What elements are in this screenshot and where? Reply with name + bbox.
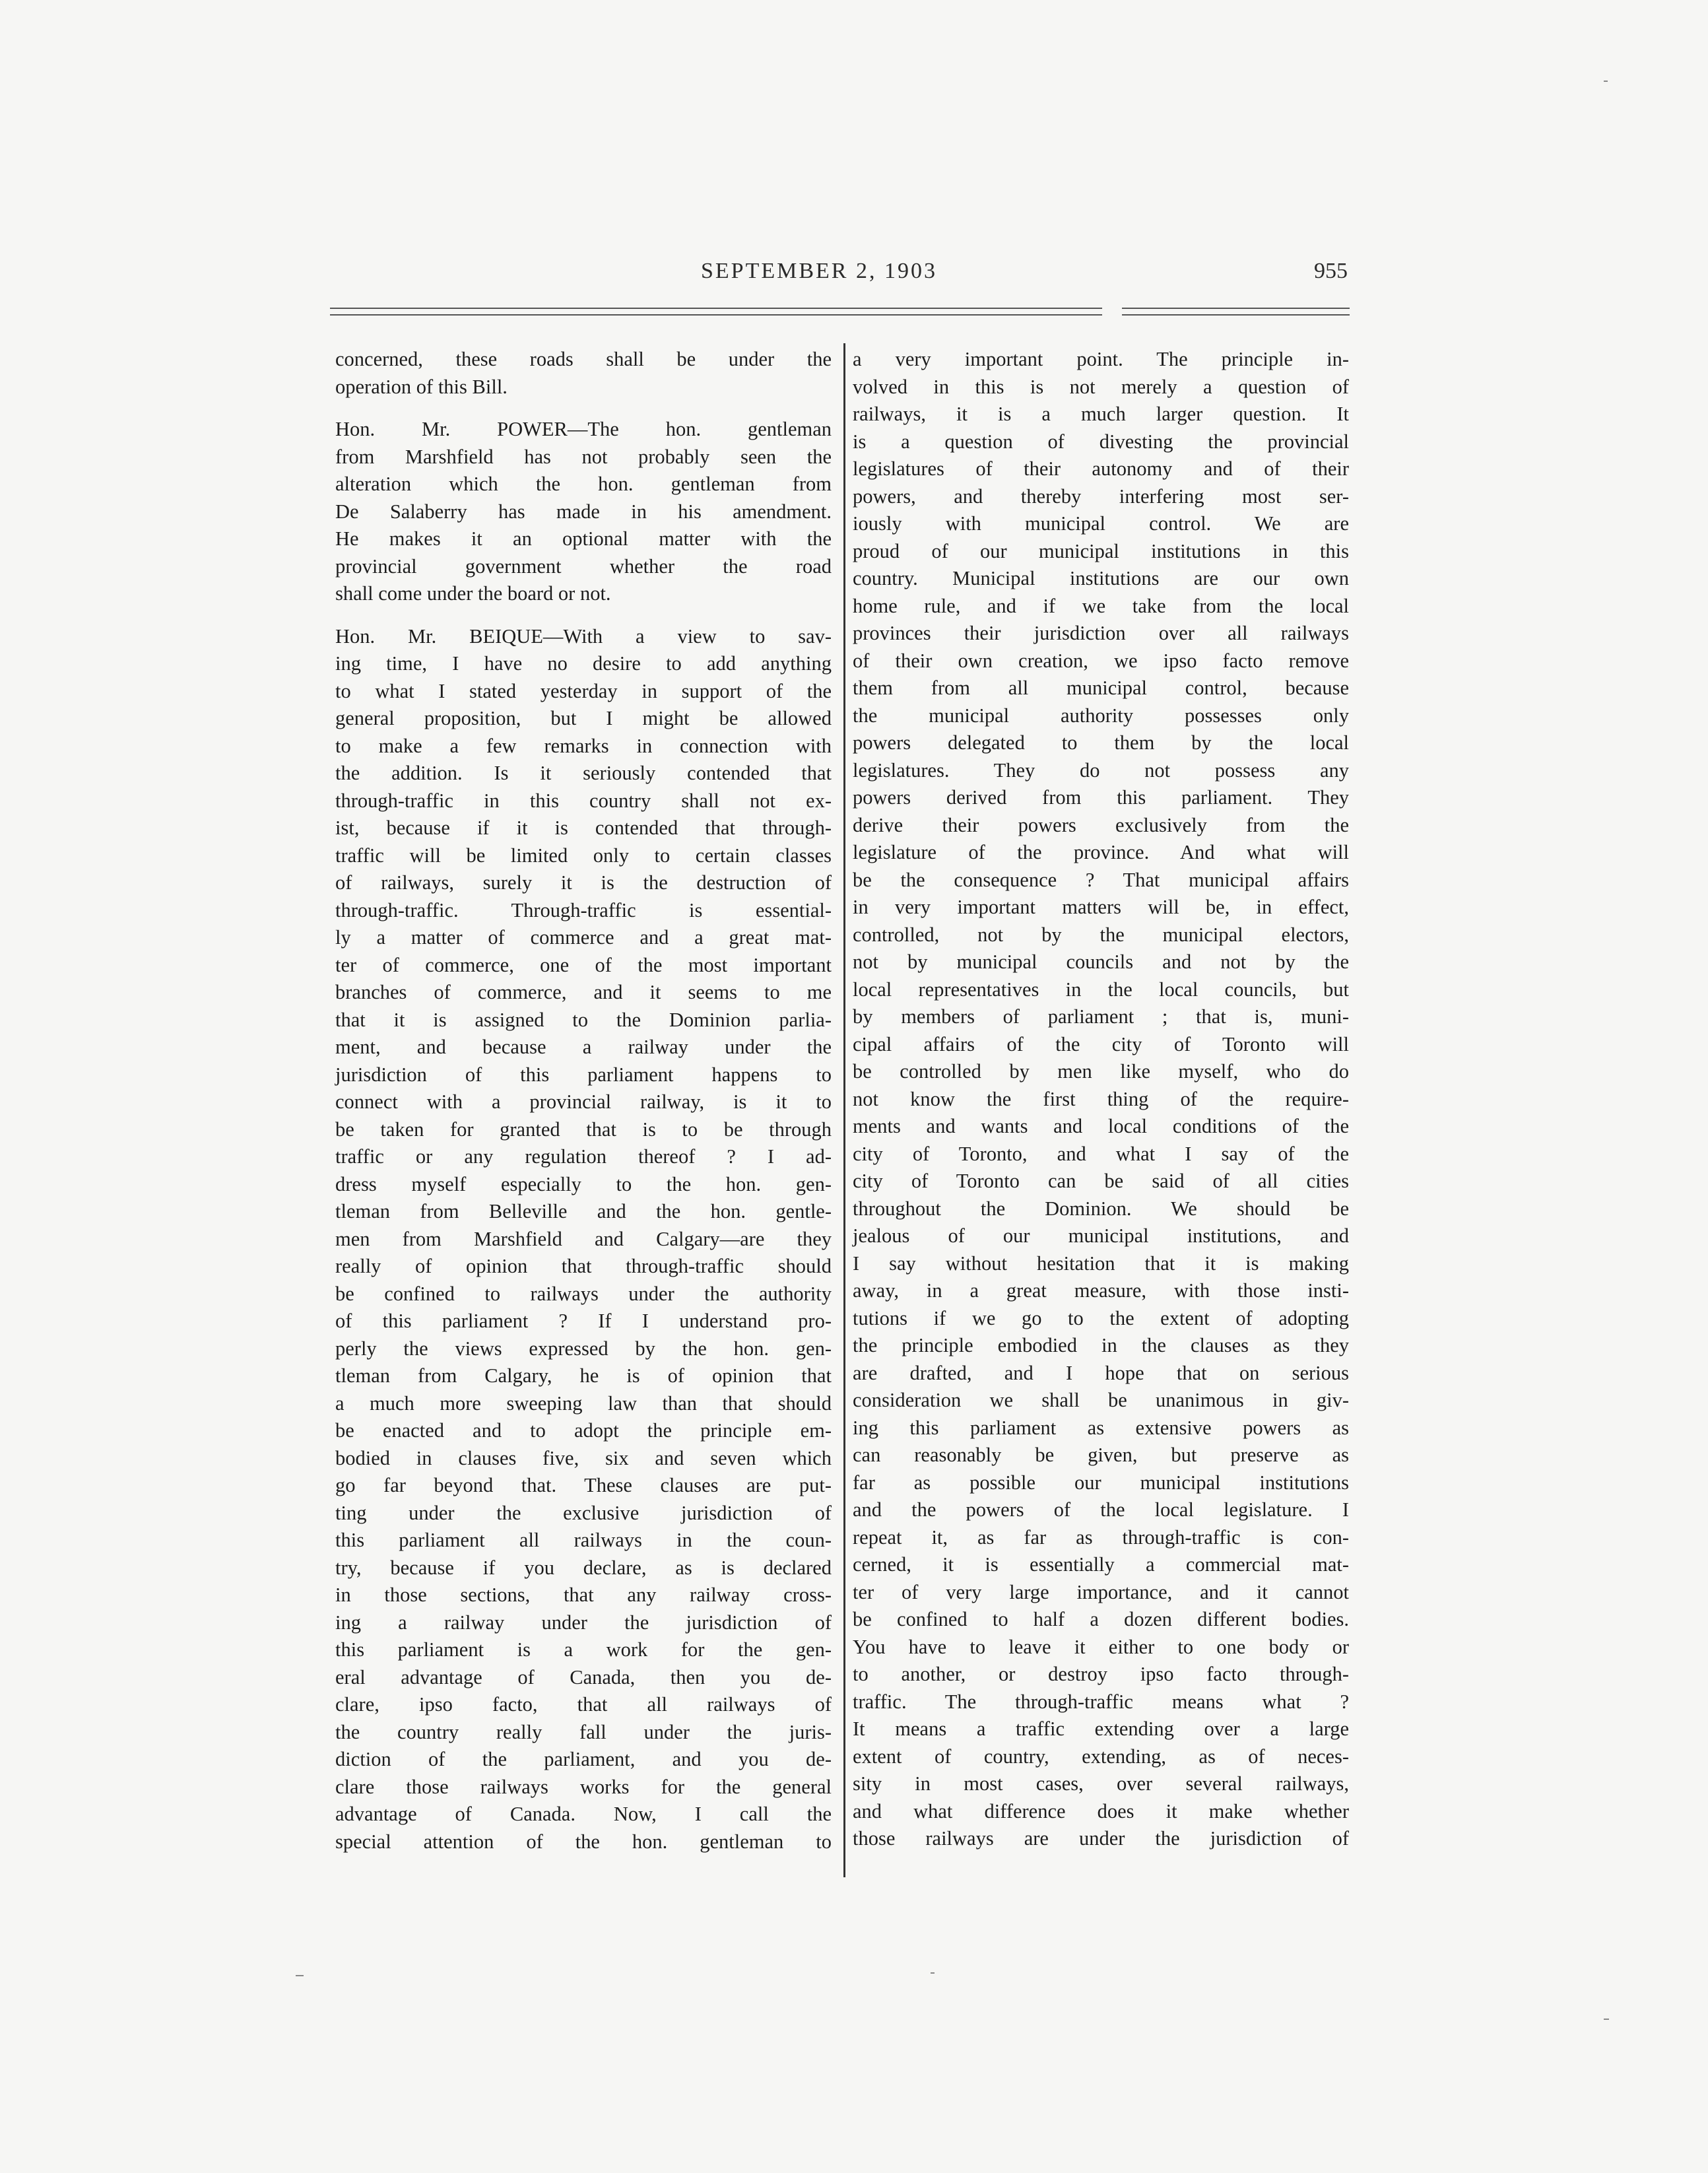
text-line: ter of very large importance, and it cannot (853, 1580, 1349, 1603)
text-line: can reasonably be given, but preserve as (853, 1444, 1349, 1466)
text-line: clare those railways works for the general (335, 1775, 832, 1798)
scan-mark (296, 1975, 304, 1976)
text-line: derive their powers exclusively from the (853, 813, 1349, 836)
text-line: railways, it is a much larger question. It (853, 403, 1349, 425)
text-line: sity in most cases, over several railways, (853, 1772, 1349, 1795)
text-line: and the powers of the local legislature. I (853, 1498, 1349, 1521)
text-line: general proposition, but I might be allowed (335, 707, 832, 729)
text-line: jealous of our municipal institutions, and (853, 1224, 1349, 1247)
text-line: special attention of the hon. gentleman to (335, 1830, 832, 1853)
text-line: the principle embodied in the clauses as they (853, 1334, 1349, 1356)
text-line: traffic or any regulation thereof ? I ad- (335, 1145, 832, 1168)
text-line: branches of commerce, and it seems to me (335, 981, 832, 1003)
text-line: shall come under the board or not. (335, 582, 611, 605)
text-line: home rule, and if we take from the local (853, 594, 1349, 617)
text-line: be controlled by men like myself, who do (853, 1060, 1349, 1083)
text-line: controlled, not by the municipal electors, (853, 923, 1349, 946)
text-line: ting under the exclusive jurisdiction of (335, 1501, 832, 1524)
text-line: of this parliament ? If I understand pro- (335, 1310, 832, 1332)
text-line: ing time, I have no desire to add anything (335, 652, 832, 675)
scan-mark (1604, 81, 1608, 82)
text-line: through-traffic. Through-traffic is essential- (335, 898, 832, 921)
text-line: bodied in clauses five, six and seven which (335, 1446, 832, 1469)
text-line: repeat it, as far as through-traffic is con- (853, 1525, 1349, 1549)
text-line: from Marshfield has not probably seen the (335, 445, 832, 468)
text-line: He makes it an optional matter with the (335, 527, 832, 550)
right-column (853, 346, 1349, 1853)
text-line: be confined to railways under the authority (335, 1282, 832, 1305)
paragraph-gap (335, 401, 832, 416)
text-line: ing this parliament as extensive powers as (853, 1416, 1349, 1439)
text-line: ing a railway under the jurisdiction of (335, 1611, 832, 1634)
text-line: traffic will be limited only to certain classes (335, 844, 832, 867)
header-rule-left-bottom (330, 314, 1102, 316)
text-line: to what I stated yesterday in support of the (335, 679, 832, 702)
text-line: throughout the Dominion. We should be (853, 1197, 1349, 1220)
text-line: in those sections, that any railway cross- (335, 1584, 832, 1606)
text-line: ter of commerce, one of the most important (335, 953, 832, 976)
text-line: not by municipal councils and not by the (853, 951, 1349, 973)
text-line: and what difference does it make whether (853, 1799, 1349, 1822)
text-line: far as possible our municipal institutions (853, 1471, 1349, 1494)
text-line: operation of this Bill. (335, 375, 508, 398)
text-line: try, because if you declare, as is declared (335, 1556, 832, 1579)
text-line: through-traffic in this country shall not ex- (335, 789, 832, 812)
text-line: this parliament all railways in the coun- (335, 1529, 832, 1551)
header-date: SEPTEMBER 2, 1903 (701, 259, 937, 283)
text-line: go far beyond that. These clauses are put- (335, 1474, 832, 1496)
text-line: extent of country, extending, as of neces- (853, 1745, 1349, 1768)
text-line: be the consequence ? That municipal affairs (853, 868, 1349, 891)
text-line: provinces their jurisdiction over all railways (853, 622, 1349, 644)
text-line: consideration we shall be unanimous in giv- (853, 1389, 1349, 1411)
text-line: advantage of Canada. Now, I call the (335, 1803, 832, 1825)
text-line: the country really fall under the juris- (335, 1720, 832, 1743)
text-line: tleman from Calgary, he is of opinion that (335, 1364, 832, 1387)
left-column (335, 346, 832, 1855)
text-line: cerned, it is essentially a commercial mat- (853, 1553, 1349, 1576)
text-line: powers derived from this parliament. They (853, 786, 1349, 809)
text-line: this parliament is a work for the gen- (335, 1638, 832, 1661)
text-line: traffic. The through-traffic means what ? (853, 1690, 1349, 1713)
text-line: a much more sweeping law than that should (335, 1391, 832, 1415)
text-line: jurisdiction of this parliament happens to (335, 1063, 832, 1086)
paragraph (335, 623, 832, 1856)
text-line: Hon. Mr. BEIQUE—With a view to sav- (335, 624, 832, 648)
text-line: be confined to half a dozen different bodies. (853, 1608, 1349, 1630)
text-line: of their own creation, we ipso facto remove (853, 649, 1349, 672)
text-line: that it is assigned to the Dominion parlia- (335, 1008, 832, 1031)
page-header (331, 259, 1348, 298)
text-line: are drafted, and I hope that on serious (853, 1361, 1349, 1384)
text-line: De Salaberry has made in his amendment. (335, 500, 832, 523)
text-line: to make a few remarks in connection with (335, 734, 832, 757)
text-line: tleman from Belleville and the hon. gentle- (335, 1200, 832, 1222)
text-line: them from all municipal control, because (853, 677, 1349, 699)
text-line: iously with municipal control. We are (853, 512, 1349, 535)
column-divider (843, 343, 845, 1877)
text-line: concerned, these roads shall be under the (335, 348, 832, 370)
text-line: men from Marshfield and Calgary—are they (335, 1227, 832, 1250)
scan-mark (931, 1972, 935, 1974)
text-line: be enacted and to adopt the principle em- (335, 1419, 832, 1442)
text-line: perly the views expressed by the hon. gen- (335, 1337, 832, 1360)
text-line: tutions if we go to the extent of adopting (853, 1306, 1349, 1329)
text-line: volved in this is not merely a question of (853, 375, 1349, 398)
text-line: powers, and thereby interfering most ser- (853, 485, 1349, 508)
text-line: alteration which the hon. gentleman from (335, 473, 832, 495)
text-line: be taken for granted that is to be through (335, 1118, 832, 1141)
paragraph (335, 346, 832, 401)
text-line: legislatures. They do not possess any (853, 758, 1349, 782)
text-line: eral advantage of Canada, then you de- (335, 1665, 832, 1688)
text-line: away, in a great measure, with those insti- (853, 1279, 1349, 1302)
text-line: Hon. Mr. POWER—The hon. gentleman (335, 418, 832, 440)
text-line: in very important matters will be, in effect, (853, 896, 1349, 918)
text-line: legislatures of their autonomy and of their (853, 457, 1349, 480)
text-line: ments and wants and local conditions of the (853, 1115, 1349, 1137)
text-line: those railways are under the jurisdiction of (853, 1827, 1349, 1850)
text-line: diction of the parliament, and you de- (335, 1748, 832, 1770)
text-line: cipal affairs of the city of Toronto will (853, 1032, 1349, 1055)
text-line: is a question of divesting the provincial (853, 430, 1349, 453)
text-line: I say without hesitation that it is making (853, 1252, 1349, 1275)
scan-mark (1604, 2019, 1609, 2020)
text-line: city of Toronto can be said of all cities (853, 1170, 1349, 1192)
text-line: connect with a provincial railway, is it to (335, 1090, 832, 1113)
paragraph-gap (335, 608, 832, 623)
header-rule-right-bottom (1122, 314, 1350, 316)
text-line: proud of our municipal institutions in this (853, 539, 1349, 562)
text-line: powers delegated to them by the local (853, 731, 1349, 754)
text-line: of railways, surely it is the destruction of (335, 871, 832, 894)
text-line: a very important point. The principle in- (853, 348, 1349, 370)
text-line: to another, or destroy ipso facto through- (853, 1663, 1349, 1685)
text-line: provincial government whether the road (335, 554, 832, 578)
header-rule-left-top (330, 308, 1102, 309)
text-line: local representatives in the local councils, but (853, 978, 1349, 1001)
header-rule-right-top (1122, 308, 1350, 309)
text-line: not know the first thing of the require- (853, 1087, 1349, 1110)
text-line: legislature of the province. And what will (853, 841, 1349, 863)
text-line: dress myself especially to the hon. gen- (335, 1172, 832, 1195)
text-line: city of Toronto, and what I say of the (853, 1142, 1349, 1165)
text-line: It means a traffic extending over a large (853, 1718, 1349, 1740)
text-line: the addition. Is it seriously contended that (335, 762, 832, 784)
text-line: by members of parliament ; that is, muni- (853, 1005, 1349, 1028)
text-line: the municipal authority possesses only (853, 704, 1349, 727)
text-line: ment, and because a railway under the (335, 1036, 832, 1058)
page-number: 955 (1314, 259, 1348, 283)
text-line: really of opinion that through-traffic should (335, 1255, 832, 1277)
paragraph (335, 416, 832, 608)
text-line: ly a matter of commerce and a great mat- (335, 926, 832, 949)
text-line: ist, because if it is contended that through- (335, 817, 832, 839)
text-line: country. Municipal institutions are our own (853, 567, 1349, 589)
text-line: You have to leave it either to one body or (853, 1635, 1349, 1658)
text-line: clare, ipso facto, that all railways of (335, 1693, 832, 1716)
